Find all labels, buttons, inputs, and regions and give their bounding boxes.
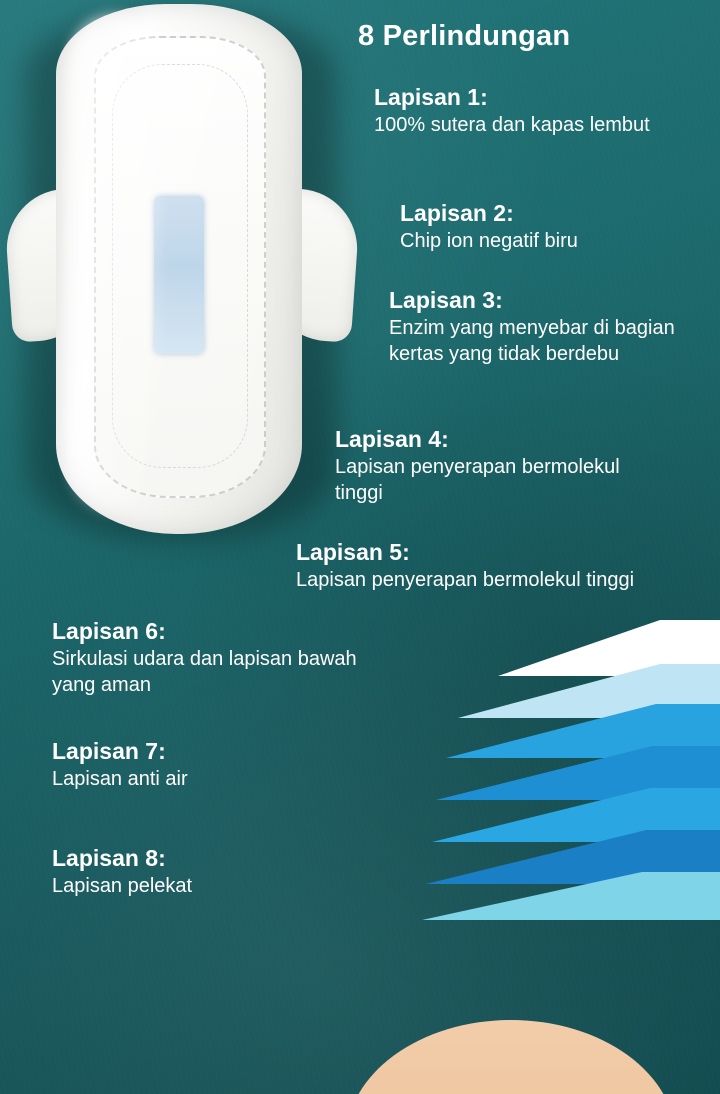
layer-4-heading: Lapisan 4:	[335, 426, 449, 452]
pad-highlight	[70, 14, 160, 514]
layer-4-description: Lapisan penyerapan bermolekul tinggi	[335, 456, 620, 504]
layer-6-description: Sirkulasi udara dan lapisan bawah yang aman	[52, 648, 357, 696]
layer-5-heading: Lapisan 5:	[296, 539, 410, 565]
layer-item-1	[374, 84, 704, 139]
layer-8-heading: Lapisan 8:	[52, 845, 166, 871]
layer-7-heading: Lapisan 7:	[52, 738, 166, 764]
negative-ion-chip	[154, 196, 204, 354]
layer-2-description: Chip ion negatif biru	[400, 230, 578, 252]
layer-8-description: Lapisan pelekat	[52, 875, 193, 897]
layer-item-3	[389, 287, 701, 367]
layer-3-description: Enzim yang menyebar di bagian kertas yang tidak berdebu	[389, 317, 675, 365]
layer-6-heading: Lapisan 6:	[52, 618, 166, 644]
page-title: 8 Perlindungan	[358, 20, 571, 52]
layer-item-8	[52, 845, 352, 900]
layer-item-7	[52, 738, 352, 793]
layer-sheets-graphic	[360, 600, 720, 940]
layer-5-description: Lapisan penyerapan bermolekul tinggi	[296, 569, 635, 591]
skin-illustration	[346, 1020, 676, 1094]
layer-3-heading: Lapisan 3:	[389, 287, 503, 313]
layer-7-description: Lapisan anti air	[52, 768, 188, 790]
layer-item-4	[335, 426, 665, 506]
layer-item-2	[400, 200, 700, 255]
layer-2-heading: Lapisan 2:	[400, 200, 514, 226]
layer-1-heading: Lapisan 1:	[374, 84, 488, 110]
layer-1-description: 100% sutera dan kapas lembut	[374, 114, 650, 136]
layer-item-5	[296, 539, 636, 594]
product-pad-image	[8, 0, 358, 550]
layer-item-6	[52, 618, 402, 698]
